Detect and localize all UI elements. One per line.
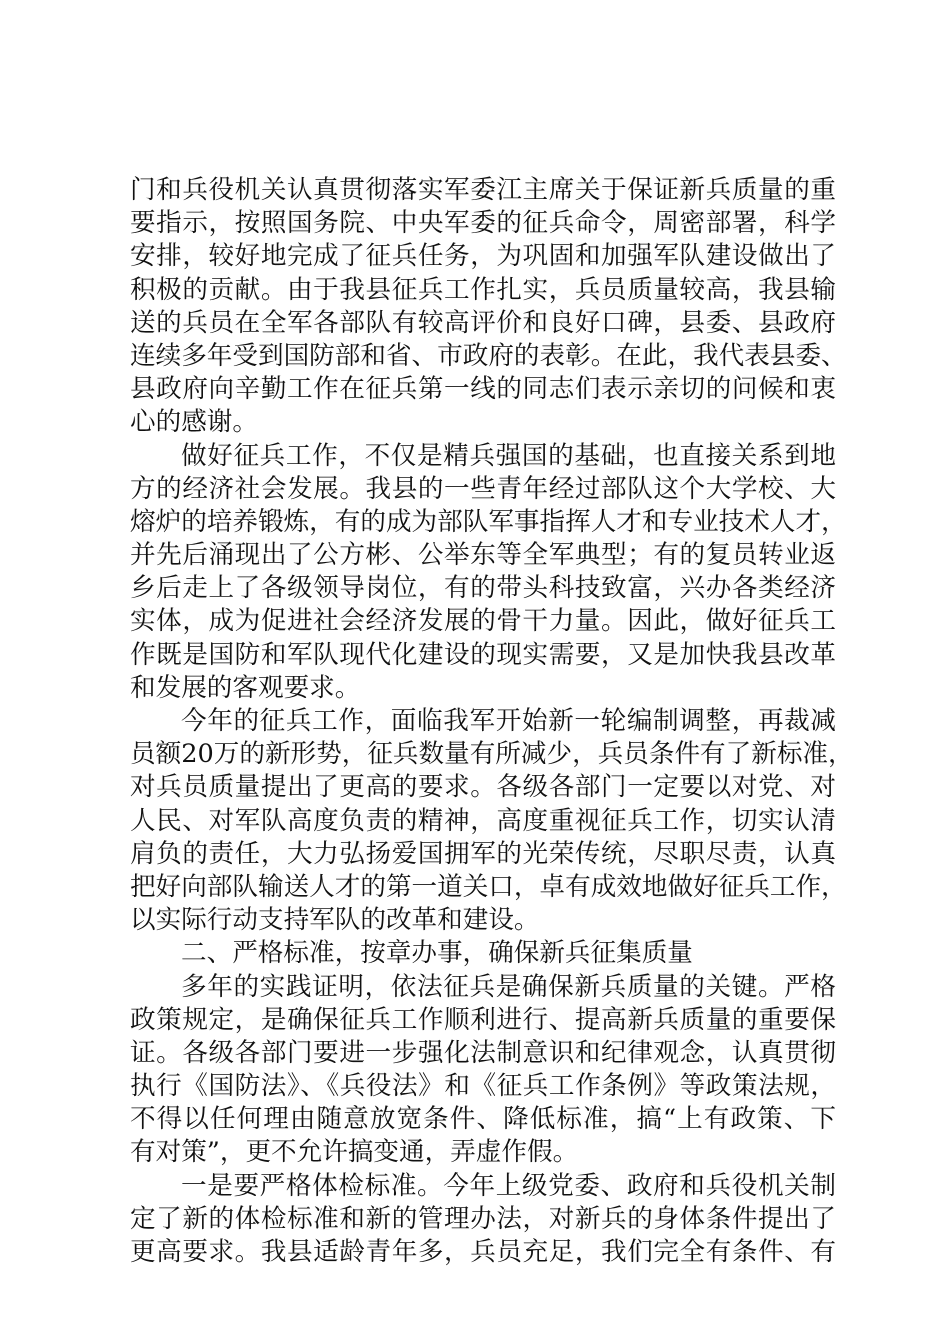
- body-text: [130, 174, 854, 1269]
- text-line: 方的经济社会发展。我县的一些青年经过部队这个大学校、大: [130, 473, 836, 504]
- text-line: 县政府向辛勤工作在征兵第一线的同志们表示亲切的问候和衷: [130, 374, 836, 405]
- text-line: 积极的贡献。由于我县征兵工作扎实，兵员质量较高，我县输: [130, 274, 836, 305]
- text-line: 心的感谢。: [130, 407, 258, 438]
- text-line: 送的兵员在全军各部队有较高评价和良好口碑，县委、县政府: [130, 307, 836, 338]
- text-line: 执行《国防法》、《兵役法》和《征兵工作条例》等政策法规，: [130, 1071, 836, 1102]
- text-line: 有对策”，更不允许搞变通，弄虚作假。: [130, 1137, 579, 1168]
- text-line: 门和兵役机关认真贯彻落实军委江主席关于保证新兵质量的重: [130, 175, 836, 205]
- text-line: 二、严格标准，按章办事，确保新兵征集质量: [181, 938, 693, 969]
- text-line: 证。各级各部门要进一步强化法制意识和纪律观念，认真贯彻: [130, 1037, 836, 1068]
- text-line: 政策规定，是确保征兵工作顺利进行、提高新兵质量的重要保: [130, 1004, 836, 1035]
- text-line: 乡后走上了各级领导岗位，有的带头科技致富，兴办各类经济: [130, 573, 836, 604]
- text-line: 要指示，按照国务院、中央军委的征兵命令，周密部署，科学: [130, 208, 836, 239]
- text-line: 不得以任何理由随意放宽条件、降低标准，搞“上有政策、下: [130, 1104, 836, 1135]
- text-line: 做好征兵工作，不仅是精兵强国的基础，也直接关系到地: [181, 440, 836, 471]
- text-line: 今年的征兵工作，面临我军开始新一轮编制调整，再裁减: [181, 706, 836, 736]
- text-line: 连续多年受到国防部和省、市政府的表彰。在此，我代表县委、: [130, 340, 847, 371]
- text-line: 和发展的客观要求。: [130, 672, 361, 703]
- text-line: 熔炉的培养锻炼，有的成为部队军事指挥人才和专业技术人才，: [130, 506, 847, 537]
- text-line: 以实际行动支持军队的改革和建设。: [130, 905, 540, 936]
- text-line: 人民、对军队高度负责的精神，高度重视征兵工作，切实认清: [130, 805, 836, 836]
- text-line: 多年的实践证明，依法征兵是确保新兵质量的关键。严格: [181, 971, 836, 1002]
- text-line: 安排，较好地完成了征兵任务，为巩固和加强军队建设做出了: [130, 241, 836, 272]
- text-line: 更高要求。我县适龄青年多，兵员充足，我们完全有条件、有: [130, 1237, 836, 1267]
- text-line: 实体，成为促进社会经济发展的骨干力量。因此，做好征兵工: [130, 606, 836, 637]
- text-line: 员额20万的新形势，征兵数量有所减少，兵员条件有了新标准，: [130, 739, 854, 770]
- text-line: 把好向部队输送人才的第一道关口，卓有成效地做好征兵工作，: [130, 871, 847, 902]
- text-line: 作既是国防和军队现代化建设的现实需要，又是加快我县改革: [130, 639, 836, 670]
- text-line: 对兵员质量提出了更高的要求。各级各部门一定要以对党、对: [130, 772, 836, 803]
- text-line: 肩负的责任，大力弘扬爱国拥军的光荣传统，尽职尽责，认真: [130, 838, 836, 869]
- text-line: 一是要严格体检标准。今年上级党委、政府和兵役机关制: [181, 1170, 836, 1201]
- text-line: 定了新的体检标准和新的管理办法，对新兵的身体条件提出了: [130, 1203, 836, 1234]
- text-line: 并先后涌现出了公方彬、公举东等全军典型；有的复员转业返: [130, 540, 836, 571]
